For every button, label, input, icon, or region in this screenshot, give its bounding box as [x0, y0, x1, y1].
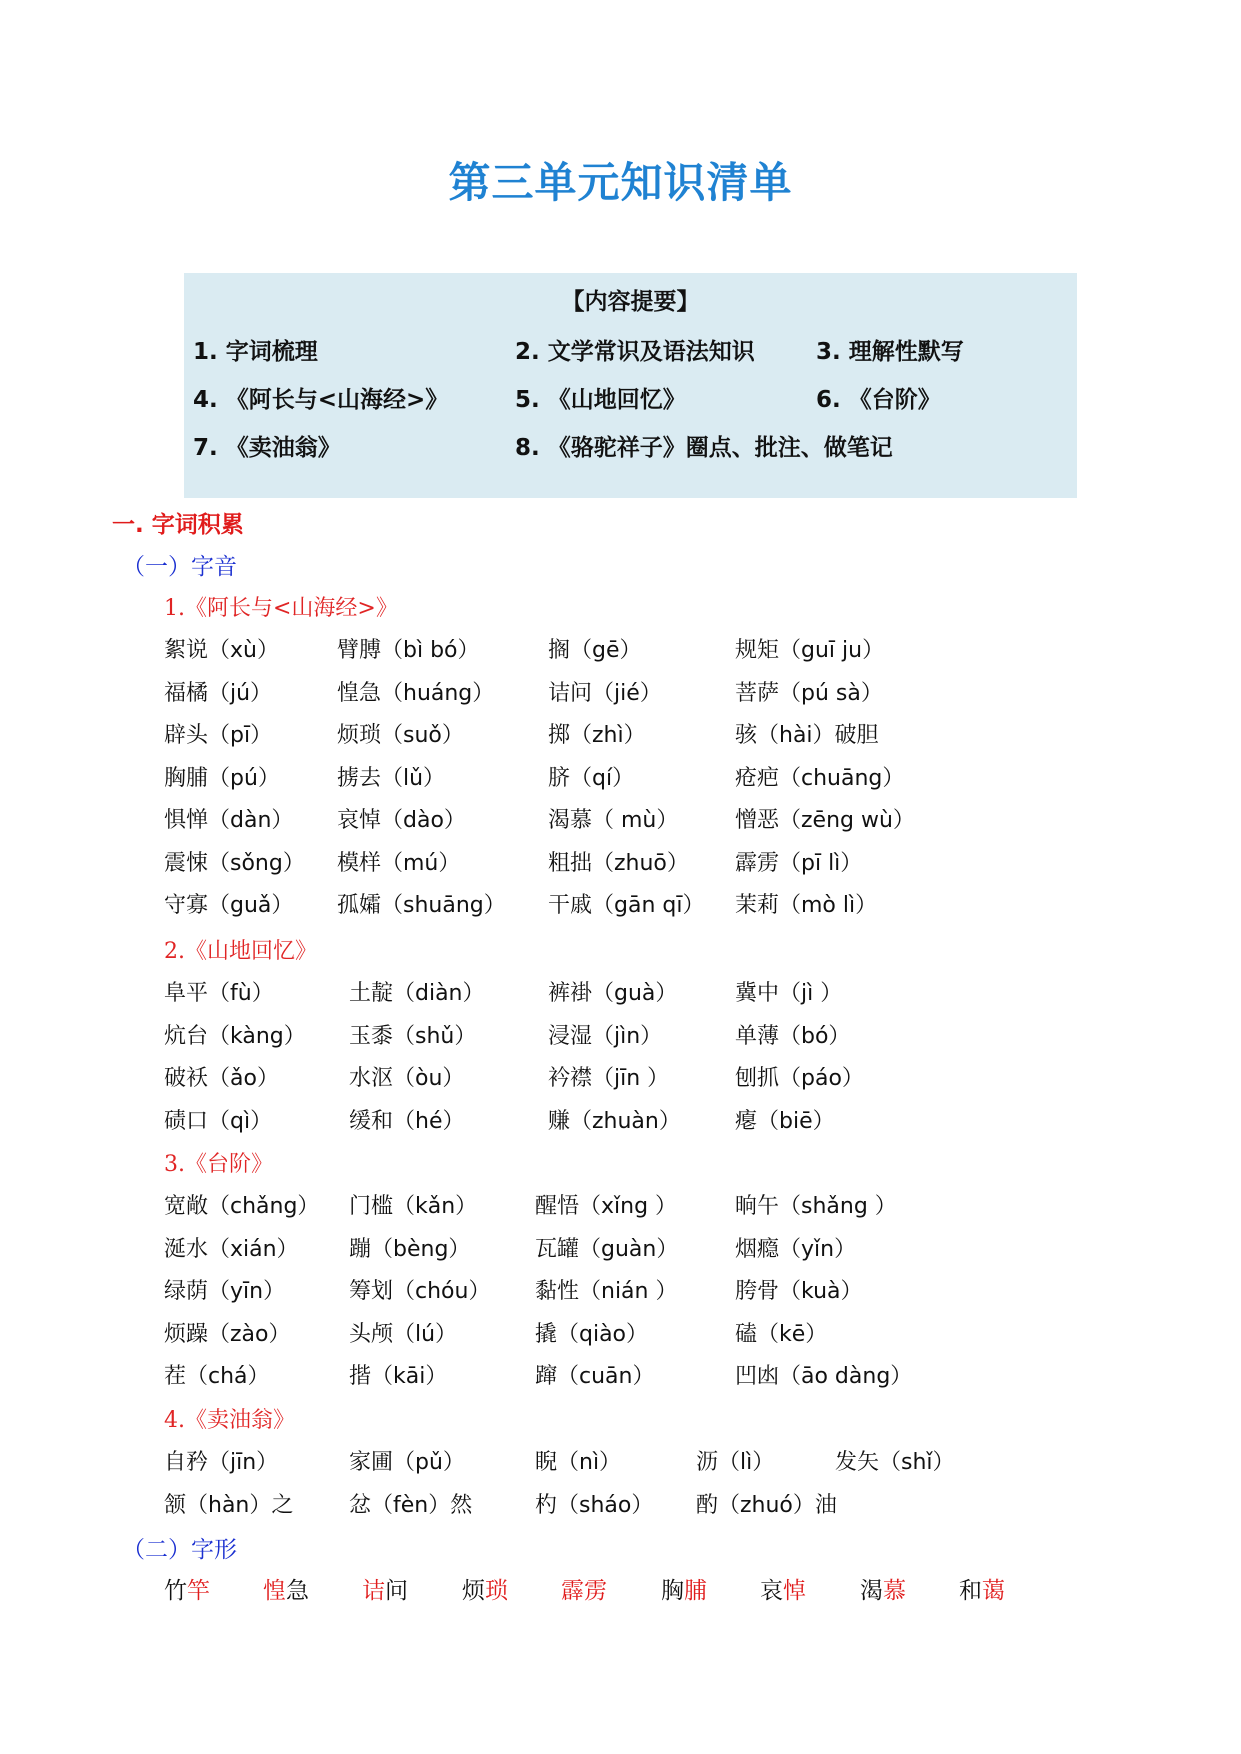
pinyin-entry: 睨（nì）	[535, 1450, 622, 1475]
content-summary-box	[184, 273, 1077, 498]
glyph-word	[263, 1572, 309, 1605]
glyph-word	[959, 1572, 1005, 1605]
pinyin-entry: 守寡（guǎ）	[164, 893, 294, 918]
pinyin-entry: 浸湿（jìn）	[548, 1023, 663, 1049]
pinyin-entry: 菩萨（pú sà）	[735, 680, 883, 706]
pinyin-entry: 赚（zhuàn）	[548, 1108, 681, 1134]
pinyin-entry: 掳去（lǔ）	[337, 765, 446, 791]
pinyin-entry: 烦琐（suǒ）	[337, 723, 464, 748]
pinyin-entry: 水沤（òu）	[349, 1066, 465, 1091]
pinyin-entry: 裤褂（guà）	[548, 981, 678, 1006]
summary-item: 2. 文学常识及语法知识	[515, 339, 755, 365]
pinyin-entry: 胸脯（pú）	[164, 765, 280, 791]
pinyin-entry: 缓和（hé）	[349, 1108, 465, 1134]
glyph-plain-before: 竹	[164, 1578, 187, 1604]
pinyin-entry: 发矢（shǐ）	[835, 1450, 955, 1475]
pinyin-entry: 头颅（lú）	[349, 1321, 458, 1347]
subsection-heading: （二）字形	[122, 1537, 237, 1563]
glyph-plain-before: 烦	[462, 1578, 485, 1604]
pinyin-entry: 撬（qiào）	[535, 1321, 649, 1347]
pinyin-entry: 涎水（xián）	[164, 1236, 299, 1262]
pinyin-entry: 憎恶（zēng wù）	[735, 808, 915, 833]
glyph-highlight: 慕	[883, 1578, 906, 1604]
pinyin-entry: 胯骨（kuà）	[735, 1279, 863, 1304]
pinyin-entry: 瓦罐（guàn）	[535, 1236, 679, 1262]
summary-item: 8. 《骆驼祥子》圈点、批注、做笔记	[515, 435, 893, 461]
pinyin-entry: 辟头（pī）	[164, 723, 273, 748]
summary-item: 5. 《山地回忆》	[515, 387, 686, 413]
pinyin-entry: 惶急（huáng）	[337, 680, 495, 706]
pinyin-entry: 破袄（ǎo）	[164, 1066, 279, 1091]
pinyin-entry: 规矩（guī ju）	[735, 638, 885, 663]
pinyin-entry: 酌（zhuó）油	[696, 1492, 837, 1518]
pinyin-entry: 烟瘾（yǐn）	[735, 1236, 857, 1262]
pinyin-entry: 衿襟（jīn ）	[548, 1066, 670, 1091]
glyph-word	[661, 1572, 707, 1605]
pinyin-entry: 瘪（biē）	[735, 1108, 835, 1134]
pinyin-entry: 颔（hàn）之	[164, 1492, 294, 1518]
pinyin-entry: 阜平（fù）	[164, 981, 274, 1006]
glyph-word	[860, 1572, 906, 1605]
pinyin-entry: 诘问（jié）	[548, 680, 662, 706]
pinyin-entry: 磕（kē）	[735, 1321, 828, 1347]
pinyin-entry: 刨抓（páo）	[735, 1066, 864, 1091]
summary-item: 6. 《台阶》	[816, 387, 941, 413]
pinyin-entry: 自矜（jīn）	[164, 1450, 279, 1475]
glyph-highlight: 惶	[263, 1578, 286, 1604]
pinyin-entry: 脐（qí）	[548, 765, 635, 791]
pinyin-entry: 孤孀（shuāng）	[337, 893, 506, 918]
pinyin-entry: 炕台（kàng）	[164, 1023, 306, 1049]
glyph-highlight: 竿	[187, 1578, 210, 1604]
pinyin-entry: 臂膊（bì bó）	[337, 638, 480, 663]
glyph-word	[362, 1572, 408, 1605]
glyph-highlight: 蔼	[982, 1578, 1005, 1604]
pinyin-entry: 哀悼（dào）	[337, 808, 466, 833]
pinyin-entry: 蹦（bèng）	[349, 1236, 471, 1262]
subsection-heading: （一）字音	[122, 554, 237, 580]
pinyin-entry: 蹿（cuān）	[535, 1364, 655, 1389]
pinyin-entry: 单薄（bó）	[735, 1023, 851, 1049]
glyph-highlight: 悼	[783, 1578, 806, 1604]
glyph-plain-before: 胸	[661, 1578, 684, 1604]
pinyin-entry: 筹划（chóu）	[349, 1279, 491, 1304]
glyph-plain-before: 和	[959, 1578, 982, 1604]
pinyin-entry: 惧惮（dàn）	[164, 808, 294, 833]
glyph-plain-before: 哀	[760, 1578, 783, 1604]
pinyin-entry: 干戚（gān qī）	[548, 893, 705, 918]
pinyin-entry: 疮疤（chuāng）	[735, 765, 905, 791]
pinyin-entry: 渴慕（ mù）	[548, 808, 679, 833]
pinyin-entry: 玉黍（shǔ）	[349, 1023, 477, 1049]
glyph-word	[164, 1572, 210, 1605]
summary-item: 3. 理解性默写	[816, 339, 964, 365]
pinyin-entry: 搁（gē）	[548, 638, 642, 663]
pinyin-entry: 宽敞（chǎng）	[164, 1194, 320, 1219]
glyph-word	[561, 1572, 607, 1605]
pinyin-entry: 醒悟（xǐng ）	[535, 1194, 678, 1219]
glyph-word	[462, 1572, 508, 1605]
glyph-highlight: 霹雳	[561, 1578, 607, 1604]
glyph-highlight: 诘	[362, 1578, 385, 1604]
pinyin-entry: 门槛（kǎn）	[349, 1194, 478, 1219]
pinyin-entry: 杓（sháo）	[535, 1492, 654, 1518]
pinyin-entry: 掷（zhì）	[548, 723, 646, 748]
pinyin-entry: 揩（kāi）	[349, 1364, 448, 1389]
lesson-title: 1.《阿长与<山海经>》	[164, 596, 398, 621]
summary-item: 7. 《卖油翁》	[193, 435, 341, 461]
pinyin-entry: 土靛（diàn）	[349, 981, 485, 1006]
glyph-plain-after: 急	[286, 1578, 309, 1604]
pinyin-entry: 绿荫（yīn）	[164, 1279, 286, 1304]
pinyin-entry: 震悚（sǒng）	[164, 850, 305, 876]
glyph-plain-after: 问	[385, 1578, 408, 1604]
lesson-title: 3.《台阶》	[164, 1152, 273, 1177]
page-title: 第三单元知识清单	[448, 158, 793, 207]
pinyin-entry: 碛口（qì）	[164, 1108, 273, 1134]
summary-item: 4. 《阿长与<山海经>》	[193, 387, 449, 413]
pinyin-entry: 冀中（jì ）	[735, 981, 843, 1006]
summary-heading: 【内容提要】	[561, 289, 700, 315]
pinyin-entry: 晌午（shǎng ）	[735, 1194, 897, 1219]
summary-item: 1. 字词梳理	[193, 339, 318, 365]
section-heading: 一. 字词积累	[112, 512, 244, 538]
pinyin-entry: 茉莉（mò lì）	[735, 893, 878, 918]
pinyin-entry: 霹雳（pī lì）	[735, 850, 863, 876]
pinyin-entry: 福橘（jú）	[164, 680, 273, 706]
pinyin-entry: 絮说（xù）	[164, 638, 279, 663]
pinyin-entry: 家圃（pǔ）	[349, 1450, 465, 1475]
glyph-word	[760, 1572, 806, 1605]
glyph-highlight: 脯	[684, 1578, 707, 1604]
pinyin-entry: 沥（lì）	[696, 1450, 775, 1475]
lesson-title: 4.《卖油翁》	[164, 1408, 295, 1433]
pinyin-entry: 骇（hài）破胆	[735, 723, 879, 748]
pinyin-entry: 茬（chá）	[164, 1364, 270, 1389]
lesson-title: 2.《山地回忆》	[164, 939, 317, 964]
pinyin-entry: 模样（mú）	[337, 850, 461, 876]
pinyin-entry: 粗拙（zhuō）	[548, 850, 689, 876]
glyph-highlight: 琐	[485, 1578, 508, 1604]
pinyin-entry: 黏性（nián ）	[535, 1279, 678, 1304]
pinyin-entry: 忿（fèn）然	[349, 1492, 473, 1518]
pinyin-entry: 凹凼（āo dàng）	[735, 1364, 913, 1389]
pinyin-entry: 烦躁（zào）	[164, 1321, 291, 1347]
glyph-plain-before: 渴	[860, 1578, 883, 1604]
